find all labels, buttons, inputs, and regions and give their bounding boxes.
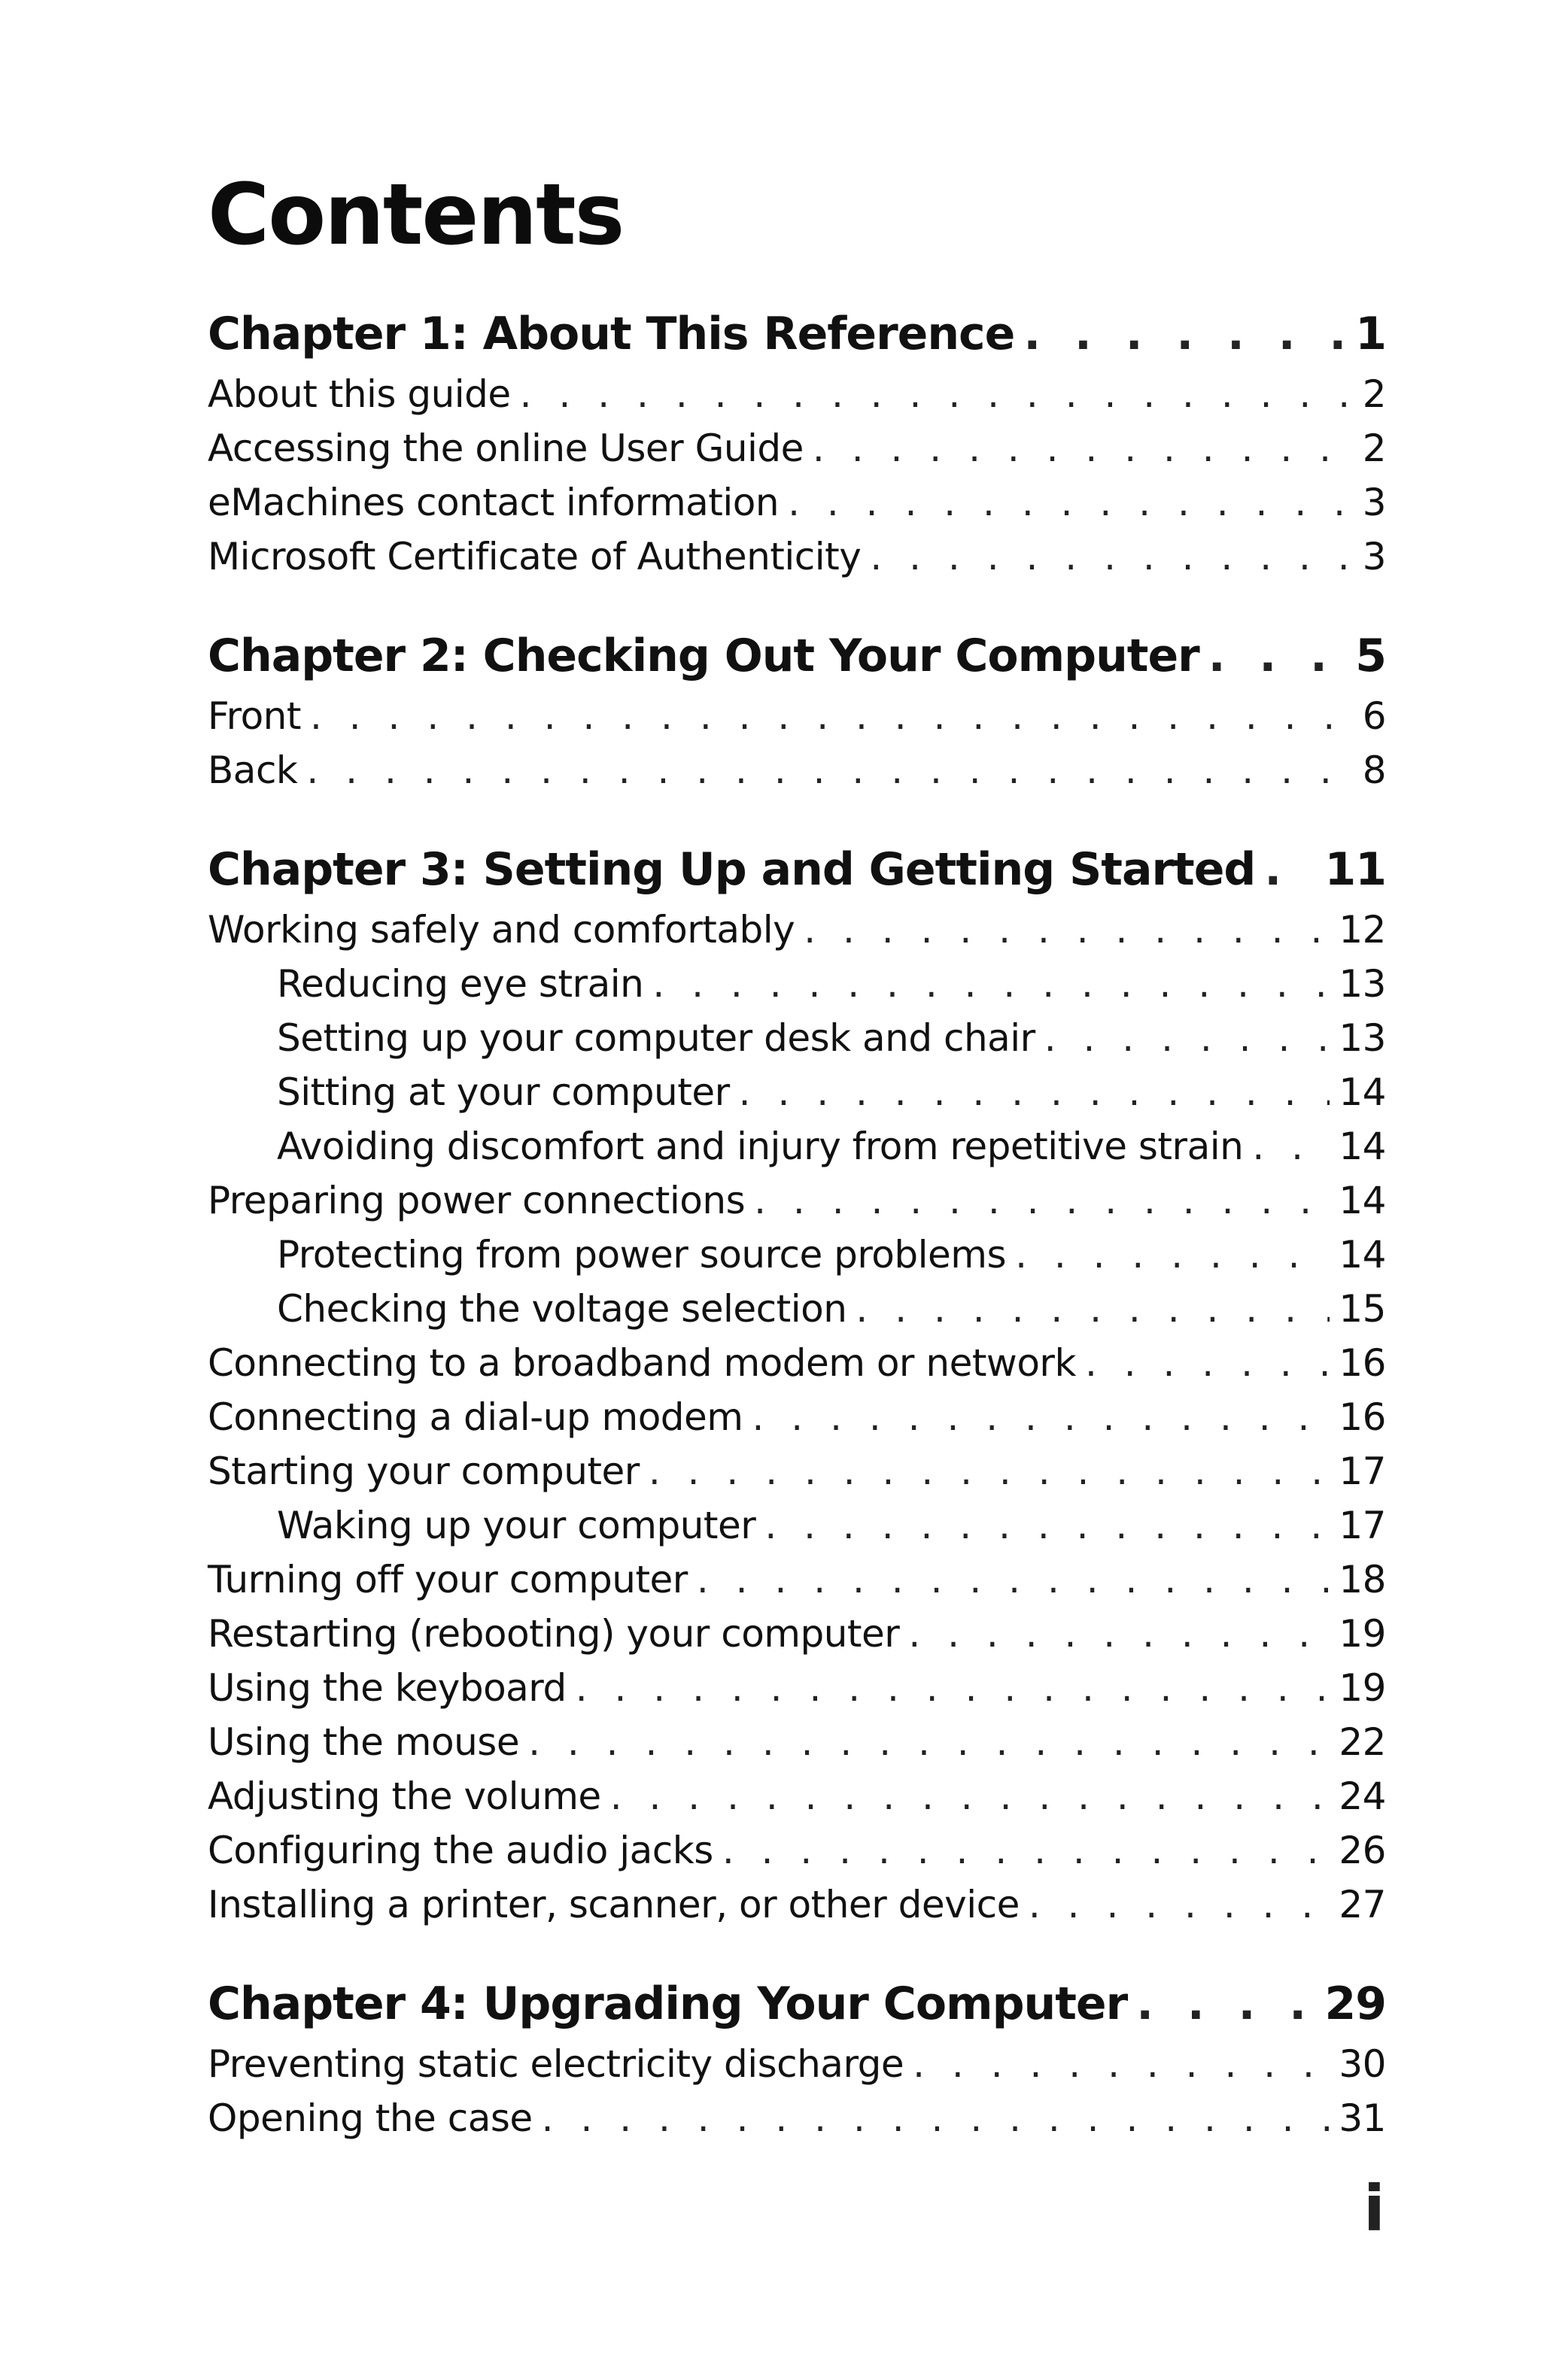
toc-entry[interactable] [208,421,1386,475]
entry-title: Accessing the online User Guide [208,427,804,470]
chapter-heading[interactable] [208,623,1386,689]
entry-page-number: 6 [1362,694,1386,738]
entry-page-number: 15 [1339,1287,1386,1331]
entry-page-number: 13 [1339,1016,1386,1060]
entry-page-number: 31 [1339,2096,1386,2140]
toc-entry[interactable] [208,1553,1386,1607]
toc-subentry[interactable] [208,1119,1386,1173]
entry-title: Preparing power connections [208,1179,746,1222]
toc-entry[interactable] [208,1715,1386,1769]
dot-leader [752,1390,1330,1444]
toc-entry[interactable] [208,2091,1386,2145]
chapter-heading[interactable] [208,836,1386,903]
toc-entry[interactable] [208,1173,1386,1228]
chapter-title: Chapter 2: Checking Out Your Computer [208,630,1199,682]
dot-leader [913,2037,1330,2091]
dot-leader [870,530,1353,584]
toc-entry[interactable] [208,1607,1386,1661]
toc-entry[interactable] [208,475,1386,530]
chapter-title: Chapter 3: Setting Up and Getting Started [208,843,1256,896]
entry-page-number: 18 [1339,1558,1386,1601]
chapter-3 [208,836,1386,1932]
dot-leader [788,475,1354,530]
entry-page-number: 14 [1339,1125,1386,1168]
entry-title: Microsoft Certificate of Authenticity [208,535,862,578]
chapter-title: Chapter 1: About This Reference [208,308,1015,360]
entry-page-number: 17 [1339,1450,1386,1493]
toc-entry[interactable] [208,1336,1386,1390]
entry-page-number: 16 [1339,1395,1386,1439]
entry-title: About this guide [208,372,511,416]
dot-leader [1015,1228,1330,1282]
dot-leader [1085,1336,1330,1390]
dot-leader [813,421,1354,475]
toc-entry[interactable] [208,1823,1386,1878]
toc-subentry[interactable] [208,1498,1386,1553]
dot-leader [908,1607,1330,1661]
entry-title: Back [208,748,298,792]
entry-page-number: 19 [1339,1612,1386,1656]
chapter-2 [208,623,1386,797]
entry-title: Front [208,694,301,738]
entry-title: Waking up your computer [277,1504,756,1547]
toc-entry[interactable] [208,1444,1386,1498]
chapter-page-number: 11 [1324,843,1386,896]
dot-leader [1044,1011,1330,1065]
toc-entry[interactable] [208,1878,1386,1932]
entry-title: Using the mouse [208,1720,520,1764]
dot-leader [649,1444,1330,1498]
toc-entry[interactable] [208,1769,1386,1823]
chapter-heading[interactable] [208,1971,1386,2037]
entry-page-number: 14 [1339,1233,1386,1277]
entry-title: Using the keyboard [208,1666,567,1710]
entry-page-number: 3 [1362,481,1386,524]
dot-leader [1208,623,1347,689]
dot-leader [764,1498,1330,1553]
entry-title: Setting up your computer desk and chair [277,1016,1035,1060]
chapter-title: Chapter 4: Upgrading Your Computer [208,1978,1128,2030]
dot-leader [754,1173,1330,1228]
chapter-4 [208,1971,1386,2145]
entry-title: Avoiding discomfort and injury from repetitive strain [277,1125,1244,1168]
entry-title: Working safely and comfortably [208,908,795,952]
entry-title: Configuring the audio jacks [208,1829,713,1872]
entry-title: Connecting a dial-up modem [208,1395,743,1439]
entry-page-number: 26 [1339,1829,1386,1872]
entry-page-number: 14 [1339,1179,1386,1222]
entry-page-number: 3 [1362,535,1386,578]
entry-page-number: 30 [1339,2042,1386,2086]
toc-entry[interactable] [208,2037,1386,2091]
chapter-spacer [208,584,1386,623]
page-title: Contents [208,166,624,264]
entry-title: Restarting (rebooting) your computer [208,1612,900,1656]
entry-page-number: 16 [1339,1341,1386,1385]
dot-leader [306,743,1353,797]
toc-entry[interactable] [208,1390,1386,1444]
entry-page-number: 2 [1362,427,1386,470]
toc-entry[interactable] [208,903,1386,957]
entry-title: Adjusting the volume [208,1774,601,1818]
toc-subentry[interactable] [208,1228,1386,1282]
toc-entry[interactable] [208,1661,1386,1715]
toc-subentry[interactable] [208,1282,1386,1336]
toc-entry[interactable] [208,689,1386,743]
dot-leader [542,2091,1330,2145]
chapter-page-number: 29 [1324,1978,1386,2030]
entry-page-number: 24 [1339,1774,1386,1818]
chapter-page-number: 5 [1355,630,1386,682]
toc-subentry[interactable] [208,1011,1386,1065]
entry-title: Protecting from power source problems [277,1233,1007,1277]
toc-entry[interactable] [208,530,1386,584]
dot-leader [576,1661,1330,1715]
chapter-page-number: 1 [1355,308,1386,360]
dot-leader [310,689,1354,743]
entry-title: Reducing eye strain [277,962,644,1006]
entry-title: Starting your computer [208,1450,640,1493]
entry-title: Turning off your computer [208,1558,688,1601]
dot-leader [804,903,1330,957]
entry-page-number: 12 [1339,908,1386,952]
chapter-spacer [208,1932,1386,1971]
dot-leader [528,1715,1330,1769]
toc-subentry[interactable] [208,1065,1386,1119]
dot-leader [722,1823,1330,1878]
entry-title: Sitting at your computer [277,1070,730,1114]
dot-leader [697,1553,1330,1607]
entry-title: Preventing static electricity discharge [208,2042,904,2086]
toc-entry[interactable] [208,743,1386,797]
contents-page [208,167,1386,2145]
entry-title: Opening the case [208,2096,533,2140]
dot-leader [1029,1878,1330,1932]
entry-page-number: 27 [1339,1883,1386,1926]
dot-leader [856,1282,1330,1336]
dot-leader [1023,301,1346,367]
dot-leader [520,367,1354,421]
entry-title: Installing a printer, scanner, or other device [208,1883,1020,1926]
entry-page-number: 13 [1339,962,1386,1006]
title-spacer [208,263,1386,301]
toc-entry[interactable] [208,367,1386,421]
dot-leader [739,1065,1330,1119]
entry-title: Connecting to a broadband modem or network [208,1341,1076,1385]
entry-title: eMachines contact information [208,481,780,524]
chapter-1 [208,301,1386,584]
chapter-spacer [208,797,1386,836]
chapter-heading[interactable] [208,301,1386,367]
dot-leader [610,1769,1330,1823]
entry-page-number: 14 [1339,1070,1386,1114]
dot-leader [1136,1971,1315,2037]
entry-page-number: 19 [1339,1666,1386,1710]
toc-subentry[interactable] [208,957,1386,1011]
entry-page-number: 2 [1362,372,1386,416]
entry-title: Checking the voltage selection [277,1287,847,1331]
dot-leader [652,957,1330,1011]
dot-leader [1252,1119,1330,1173]
entry-page-number: 22 [1339,1720,1386,1764]
dot-leader [1264,836,1315,903]
entry-page-number: 8 [1362,748,1386,792]
page-folio: i [1363,2172,1385,2245]
entry-page-number: 17 [1339,1504,1386,1547]
